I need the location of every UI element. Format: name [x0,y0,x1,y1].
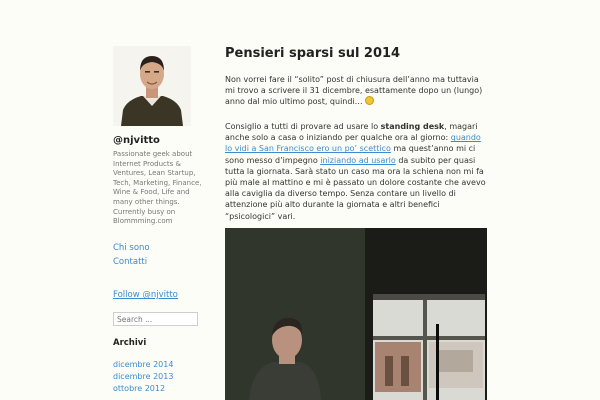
paragraph-text: Consiglio a tutti di provare ad usare lo [225,122,381,131]
archive-item[interactable]: ottobre 2012 [113,384,166,393]
bio-text: Passionate geek about Internet Products & Ventures, Lean Startup, Tech, Marketing, Finance, Wine & Food, Life and many other things. Currently busy on Blommming.com [113,150,202,226]
post-title[interactable]: Pensieri sparsi sul 2014 [225,46,401,61]
username: @njvitto [113,135,160,146]
post-photo[interactable] [225,228,487,400]
bold-text: standing desk [380,122,445,131]
avatar[interactable] [113,46,191,126]
follow-link[interactable]: Follow @njvitto [113,290,178,300]
nav-contatti[interactable]: Contatti [113,257,148,267]
paragraph-text: Non vorrei fare il “solito” post di chiusura dell’anno ma tuttavia mi trovo a scrivere il 31 dicembre, esattamente dopo un (lungo) anno dal mio ultimo post, quindi… [225,75,483,107]
post-link-sf[interactable]: quando lo vidi a San Francisco ero un po’ scettico [225,133,481,154]
post-paragraph-2 [225,121,487,222]
post-link-iniziando[interactable]: iniziando ad usarlo [320,155,396,165]
archive-item[interactable]: dicembre 2013 [113,372,174,381]
search-input[interactable] [113,312,198,326]
nav-chi-sono[interactable]: Chi sono [113,243,150,253]
paragraph-text: ma quest’anno mi ci sono messo d’impegno [225,144,476,165]
smile-icon [365,96,374,105]
paragraph-text: da subito per quasi tutta la giornata. Sarà stato un caso ma ora la schiena non mi fa più male al mattino e mi è passato un dolore costante che avevo alla caviglia da diverso tempo. Senza contare un livello di attenzione più alto durante la giornata e altri benefici “psicologici” vari. [225,155,486,221]
avatar-photo [113,46,191,126]
archive-item[interactable]: dicembre 2014 [113,360,174,369]
paragraph-text: , magari anche solo a casa o iniziando per qualche ora al giorno: [225,122,478,143]
archive-heading: Archivi [113,338,147,348]
post-photo-image [225,228,487,400]
post-paragraph-1 [225,74,487,108]
